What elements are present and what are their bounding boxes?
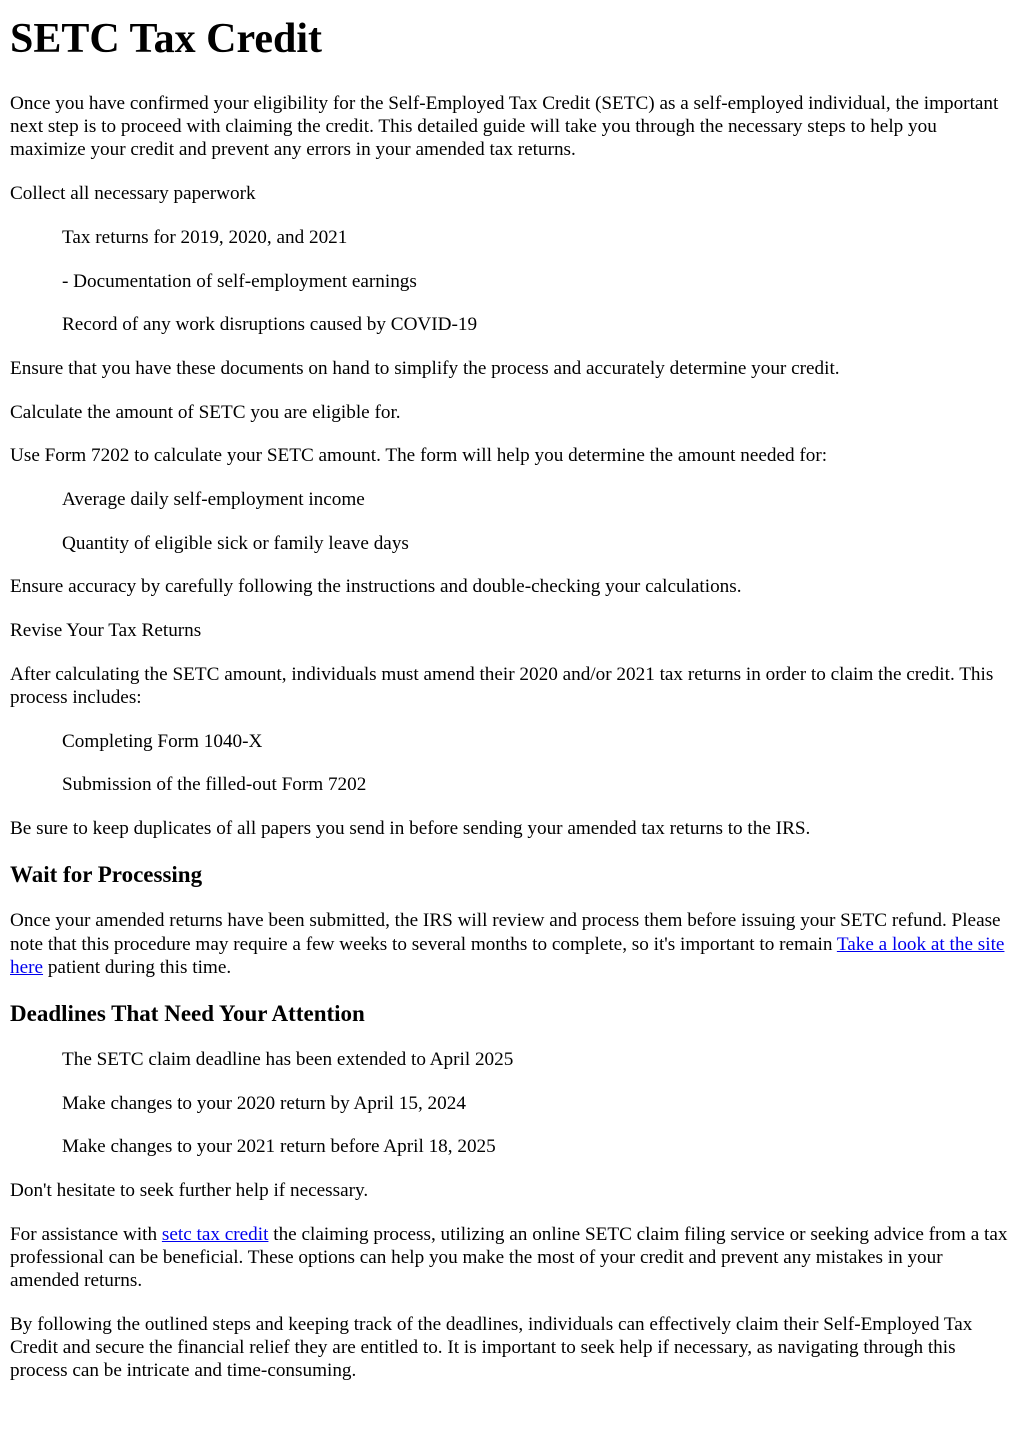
deadline-item: The SETC claim deadline has been extended to April 2025 <box>62 1048 514 1070</box>
help-text-before: For assistance with <box>10 1223 162 1245</box>
calculate-intro: Use Form 7202 to calculate your SETC amount. The form will help you determine the amount needed for: <box>10 445 828 467</box>
wait-text-after: patient during this time. <box>43 956 232 978</box>
collect-item: - Documentation of self-employment earnings <box>62 270 417 292</box>
collect-note: Ensure that you have these documents on hand to simplify the process and accurately determine your credit. <box>10 357 840 379</box>
setc-tax-credit-link[interactable]: setc tax credit <box>161 1223 269 1245</box>
deadlines-heading: Deadlines That Need Your Attention <box>10 1000 365 1026</box>
revise-intro: After calculating the SETC amount, individuals must amend their 2020 and/or 2021 tax returns in order to claim the credit. This process includes: <box>10 663 994 709</box>
wait-paragraph <box>10 909 1014 979</box>
collect-item: Tax returns for 2019, 2020, and 2021 <box>62 226 348 248</box>
deadline-item: Make changes to your 2020 return by April 15, 2024 <box>62 1092 466 1114</box>
collect-item: Record of any work disruptions caused by COVID-19 <box>62 314 478 336</box>
help-text-after: the claiming process, utilizing an online SETC claim filing service or seeking advice from a tax professional can be beneficial. These options can help you make the most of your credit and prevent any mistakes in your amended returns. <box>10 1223 1008 1292</box>
wait-heading: Wait for Processing <box>10 862 203 888</box>
calculate-heading: Calculate the amount of SETC you are eligible for. <box>10 401 401 423</box>
calculate-item: Quantity of eligible sick or family leave days <box>62 532 409 554</box>
wait-text-before: Once your amended returns have been submitted, the IRS will review and process them before issuing your SETC refund. Please note that this procedure may require a few weeks to several months to complete, so it's important to remain <box>10 910 1001 955</box>
site-link[interactable]: Take a look at the site here <box>10 933 1005 978</box>
revise-note: Be sure to keep duplicates of all papers you send in before sending your amended tax returns to the IRS. <box>10 818 811 840</box>
calculate-note: Ensure accuracy by carefully following the instructions and double-checking your calculations. <box>10 576 742 598</box>
page-title: SETC Tax Credit <box>10 16 322 62</box>
deadline-item: Make changes to your 2021 return before April 18, 2025 <box>62 1136 496 1158</box>
help-heading: Don't hesitate to seek further help if necessary. <box>10 1180 369 1202</box>
calculate-item: Average daily self-employment income <box>62 489 365 511</box>
help-paragraph <box>10 1223 1014 1293</box>
revise-item: Submission of the filled-out Form 7202 <box>62 774 367 796</box>
revise-heading: Revise Your Tax Returns <box>10 620 202 642</box>
collect-heading: Collect all necessary paperwork <box>10 183 256 205</box>
revise-item: Completing Form 1040-X <box>62 730 263 752</box>
conclusion-paragraph: By following the outlined steps and keeping track of the deadlines, individuals can effectively claim their Self-Employed Tax Credit and secure the financial relief they are entitled to. It is important to seek help if necessary, as navigating through this process can be intricate and time-consuming. <box>10 1313 973 1382</box>
intro-paragraph: Once you have confirmed your eligibility for the Self-Employed Tax Credit (SETC) as a self-employed individual, the important next step is to proceed with claiming the credit. This detailed guide will take you through the necessary steps to help you maximize your credit and prevent any errors in your amended tax returns. <box>10 93 999 161</box>
